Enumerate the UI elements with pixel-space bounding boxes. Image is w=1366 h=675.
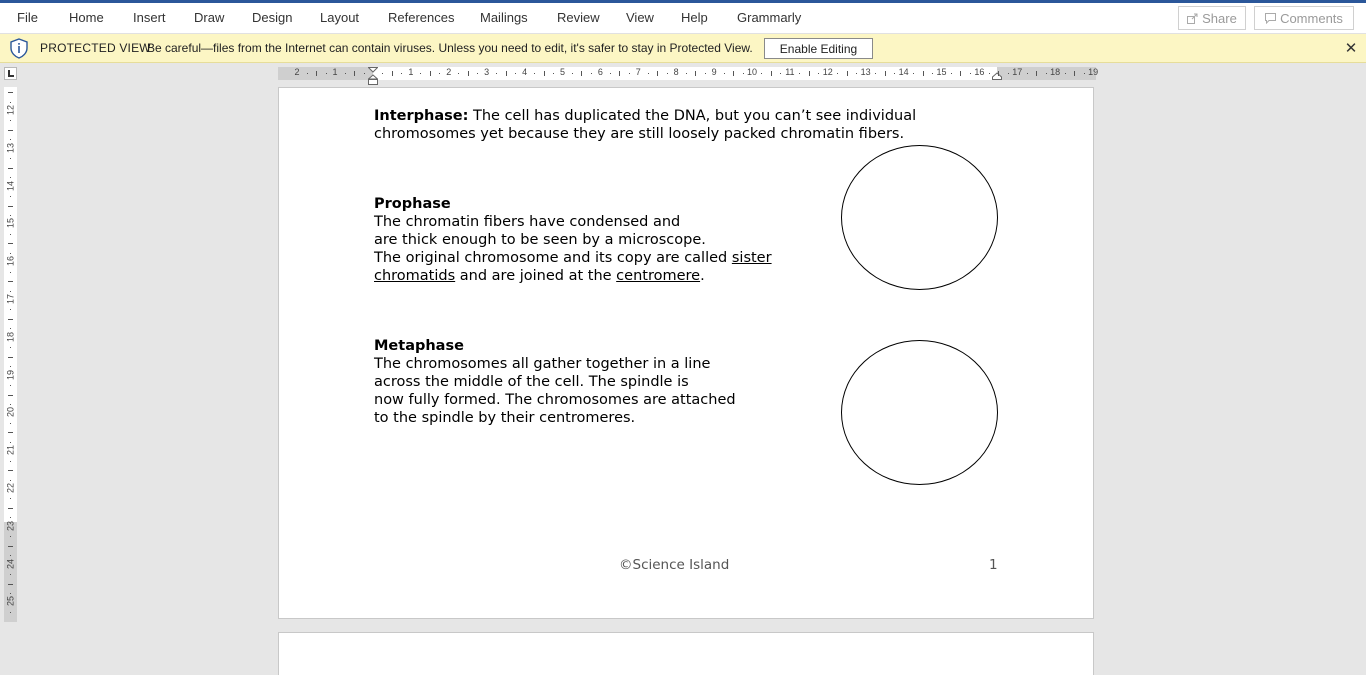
shield-info-icon: [9, 38, 29, 59]
interphase-line-1: The cell has duplicated the DNA, but you can’t see individual: [468, 108, 917, 124]
ruler-tick: [970, 73, 971, 74]
tab-references[interactable]: References: [388, 10, 455, 25]
vruler-tick: [10, 366, 11, 367]
metaphase-cell-drawing[interactable]: [841, 340, 998, 485]
vruler-number: 19: [5, 369, 16, 380]
ruler-tick: [657, 71, 658, 76]
vruler-tick: [10, 177, 11, 178]
tab-view[interactable]: View: [626, 10, 654, 25]
ruler-tick: [401, 73, 402, 74]
ruler-tick: [1046, 73, 1047, 74]
vruler-tick: [10, 593, 11, 594]
vruler-tick: [10, 291, 11, 292]
vruler-tick: [8, 319, 13, 320]
ruler-tick: [771, 71, 772, 76]
ruler-tick: [1027, 73, 1028, 74]
interphase-heading: Interphase:: [374, 108, 469, 124]
vruler-tick: [8, 432, 13, 433]
vruler-tick: [10, 574, 11, 575]
ruler-tick: [847, 71, 848, 76]
ruler-tick: [610, 73, 611, 74]
interphase-paragraph[interactable]: [374, 107, 974, 143]
vruler-tick: [10, 158, 11, 159]
ruler-tick: [572, 73, 573, 74]
ruler-tick: [809, 71, 810, 76]
ruler-tick: [382, 73, 383, 74]
ruler-number: 16: [974, 67, 985, 77]
metaphase-line-3: now fully formed. The chromosomes are attached: [374, 392, 736, 408]
ruler-number: 11: [785, 67, 795, 77]
horizontal-ruler[interactable]: [278, 67, 1098, 80]
vruler-tick: [10, 120, 11, 121]
tab-home[interactable]: Home: [69, 10, 104, 25]
tab-review[interactable]: Review: [557, 10, 600, 25]
footer-page-number: 1: [989, 557, 998, 573]
protected-view-bar: [0, 34, 1366, 63]
vruler-tick: [10, 234, 11, 235]
ruler-number: 2: [294, 67, 300, 77]
vruler-tick: [10, 309, 11, 310]
tab-grammarly[interactable]: Grammarly: [737, 10, 802, 25]
ruler-number: 1: [332, 67, 338, 77]
vruler-tick: [10, 442, 11, 443]
ruler-tick: [648, 73, 649, 74]
vruler-tick: [10, 272, 11, 273]
vruler-tick: [10, 328, 11, 329]
left-tab-icon-foot: [8, 75, 14, 77]
vruler-number: 15: [5, 218, 16, 229]
ruler-number: 4: [522, 67, 528, 77]
vruler-number: 24: [5, 558, 16, 569]
ruler-tick: [354, 71, 355, 76]
metaphase-paragraph[interactable]: [374, 337, 814, 427]
protected-view-message: Be careful—files from the Internet can contain viruses. Unless you need to edit, it's safer to stay in Protected View.: [147, 41, 753, 55]
ruler-tick: [316, 71, 317, 76]
vruler-tick: [10, 102, 11, 103]
ruler-number: 1: [408, 67, 414, 77]
prophase-cell-drawing[interactable]: [841, 145, 998, 290]
ruler-tick: [1065, 73, 1066, 74]
ruler-tick: [724, 73, 725, 74]
ruler-tick: [364, 73, 365, 74]
ruler-number: 10: [746, 67, 758, 77]
ruler-tick: [515, 73, 516, 74]
ruler-tick: [780, 73, 781, 74]
vruler-tick: [8, 281, 13, 282]
vruler-tick: [10, 555, 11, 556]
vertical-ruler[interactable]: [4, 87, 17, 622]
tab-draw[interactable]: Draw: [194, 10, 225, 25]
ruler-tick: [477, 73, 478, 74]
ruler-number: 7: [635, 67, 641, 77]
tab-file[interactable]: File: [17, 10, 38, 25]
ruler-tick: [430, 71, 431, 76]
ruler-number: 12: [822, 67, 833, 77]
vruler-number: 25: [5, 596, 16, 607]
first-line-indent-marker[interactable]: [368, 67, 378, 85]
vruler-tick: [10, 253, 11, 254]
ruler-tick: [619, 71, 620, 76]
prophase-line-3: The original chromosome and its copy are called: [374, 250, 732, 266]
share-button[interactable]: [1178, 6, 1246, 30]
tab-design[interactable]: Design: [252, 10, 293, 25]
ruler-tick: [581, 71, 582, 76]
ruler-tick: [923, 71, 924, 76]
ruler-tick: [951, 73, 952, 74]
share-icon: [1187, 13, 1198, 24]
protected-view-title: PROTECTED VIEW: [40, 41, 151, 55]
ruler-tick: [686, 73, 687, 74]
ruler-tick: [837, 73, 838, 74]
term-centromere: centromere: [616, 268, 701, 284]
document-page-2[interactable]: [278, 632, 1094, 675]
ruler-tick: [799, 73, 800, 74]
comments-button[interactable]: [1254, 6, 1354, 30]
vruler-tick: [10, 498, 11, 499]
vruler-number: 14: [5, 180, 16, 191]
ribbon-tab-bar: [0, 3, 1366, 34]
vruler-tick: [8, 470, 13, 471]
ruler-number: 9: [711, 67, 717, 77]
vruler-tick: [10, 480, 11, 481]
vruler-tick: [8, 92, 13, 93]
ruler-number: 5: [559, 67, 566, 77]
ruler-tick: [307, 73, 308, 74]
vruler-tick: [10, 423, 11, 424]
vruler-tick: [10, 517, 11, 518]
ruler-tick: [439, 73, 440, 74]
ruler-tick: [894, 73, 895, 74]
ruler-tick: [591, 73, 592, 74]
vruler-tick: [10, 139, 11, 140]
ruler-tick: [345, 73, 346, 74]
vruler-tick: [10, 347, 11, 348]
tab-selector[interactable]: [4, 67, 17, 80]
ruler-tick: [856, 73, 857, 74]
term-chromatids: chromatids: [374, 268, 456, 284]
vruler-number: 13: [5, 142, 16, 153]
term-sister: sister: [731, 250, 772, 266]
metaphase-line-2: across the middle of the cell. The spindle is: [374, 374, 689, 390]
document-page[interactable]: [278, 87, 1094, 619]
vruler-tick: [10, 196, 11, 197]
prophase-heading: Prophase: [374, 196, 451, 212]
ruler-tick: [875, 73, 876, 74]
vruler-tick: [8, 508, 13, 509]
ruler-tick: [761, 73, 762, 74]
ruler-tick: [420, 73, 421, 74]
vruler-tick: [10, 461, 11, 462]
ruler-number: 19: [1088, 67, 1099, 77]
vruler-tick: [10, 385, 11, 386]
tab-layout[interactable]: Layout: [320, 10, 360, 25]
ruler-tick: [989, 73, 990, 74]
footer-copyright: ©Science Island: [619, 557, 730, 573]
vruler-number: 22: [5, 483, 16, 494]
vruler-tick: [8, 130, 13, 131]
tab-insert[interactable]: Insert: [133, 10, 166, 25]
vruler-number: 23: [5, 520, 16, 531]
ruler-number: 2: [446, 67, 452, 77]
ruler-tick: [629, 73, 630, 74]
share-label: Share: [1202, 10, 1237, 26]
vruler-tick: [8, 546, 13, 547]
ruler-number: 18: [1050, 67, 1061, 77]
ruler-tick: [506, 71, 507, 76]
comments-label: Comments: [1280, 10, 1343, 26]
prophase-paragraph[interactable]: [374, 195, 814, 285]
interphase-line-2: chromosomes yet because they are still loosely packed chromatin fibers.: [374, 126, 905, 142]
ruler-tick: [534, 73, 535, 74]
vruler-number: 12: [5, 105, 16, 116]
ruler-tick: [743, 73, 744, 74]
vruler-tick: [8, 584, 13, 585]
ruler-tick: [932, 73, 933, 74]
ruler-tick: [1074, 71, 1075, 76]
vruler-number: 18: [5, 331, 16, 342]
prophase-line-2: are thick enough to be seen by a microscope.: [374, 232, 706, 248]
metaphase-line-4: to the spindle by their centromeres.: [374, 410, 636, 426]
ruler-tick: [960, 71, 961, 76]
ruler-number: 6: [597, 67, 603, 77]
ruler-number: 3: [484, 67, 490, 77]
vruler-number: 17: [5, 294, 16, 305]
ruler-tick: [544, 71, 545, 76]
prophase-line-4-end: .: [700, 268, 705, 284]
ruler-number: 14: [898, 67, 909, 77]
ruler-tick: [998, 71, 999, 76]
vruler-tick: [8, 206, 13, 207]
ruler-tick: [392, 71, 393, 76]
ruler-tick: [326, 73, 327, 74]
ruler-tick: [1036, 71, 1037, 76]
vruler-tick: [8, 395, 13, 396]
vruler-tick: [8, 168, 13, 169]
ruler-tick: [695, 71, 696, 76]
ruler-tick: [553, 73, 554, 74]
vruler-tick: [10, 536, 11, 537]
right-indent-marker[interactable]: [992, 67, 1002, 80]
prophase-line-4: and are joined at the: [455, 268, 617, 284]
comment-icon: [1265, 13, 1276, 24]
ruler-tick: [468, 71, 469, 76]
ruler-tick: [733, 71, 734, 76]
ruler-tick: [496, 73, 497, 74]
ruler-tick: [818, 73, 819, 74]
ruler-tick: [458, 73, 459, 74]
tab-help[interactable]: Help: [681, 10, 708, 25]
enable-editing-button[interactable]: Enable Editing: [764, 38, 873, 59]
ruler-number: 17: [1012, 67, 1023, 77]
ruler-tick: [1008, 73, 1009, 74]
prophase-line-1: The chromatin fibers have condensed and: [374, 214, 681, 230]
metaphase-heading: Metaphase: [374, 338, 464, 354]
ruler-tick: [667, 73, 668, 74]
vruler-number: 16: [5, 256, 16, 267]
ruler-tick: [913, 73, 914, 74]
ruler-tick: [705, 73, 706, 74]
close-icon[interactable]: ✕: [1344, 40, 1358, 57]
metaphase-line-1: The chromosomes all gather together in a line: [374, 356, 711, 372]
vruler-number: 21: [5, 445, 16, 456]
ruler-number: 8: [673, 67, 679, 77]
vruler-number: 20: [5, 407, 16, 418]
vruler-tick: [10, 404, 11, 405]
tab-mailings[interactable]: Mailings: [480, 10, 528, 25]
vruler-tick: [8, 243, 13, 244]
ruler-tick: [885, 71, 886, 76]
ruler-number: 13: [860, 67, 871, 77]
vruler-tick: [10, 215, 11, 216]
vruler-tick: [10, 612, 11, 613]
vruler-tick: [8, 357, 13, 358]
ruler-tick: [1084, 73, 1085, 74]
ruler-number: 15: [936, 67, 947, 77]
